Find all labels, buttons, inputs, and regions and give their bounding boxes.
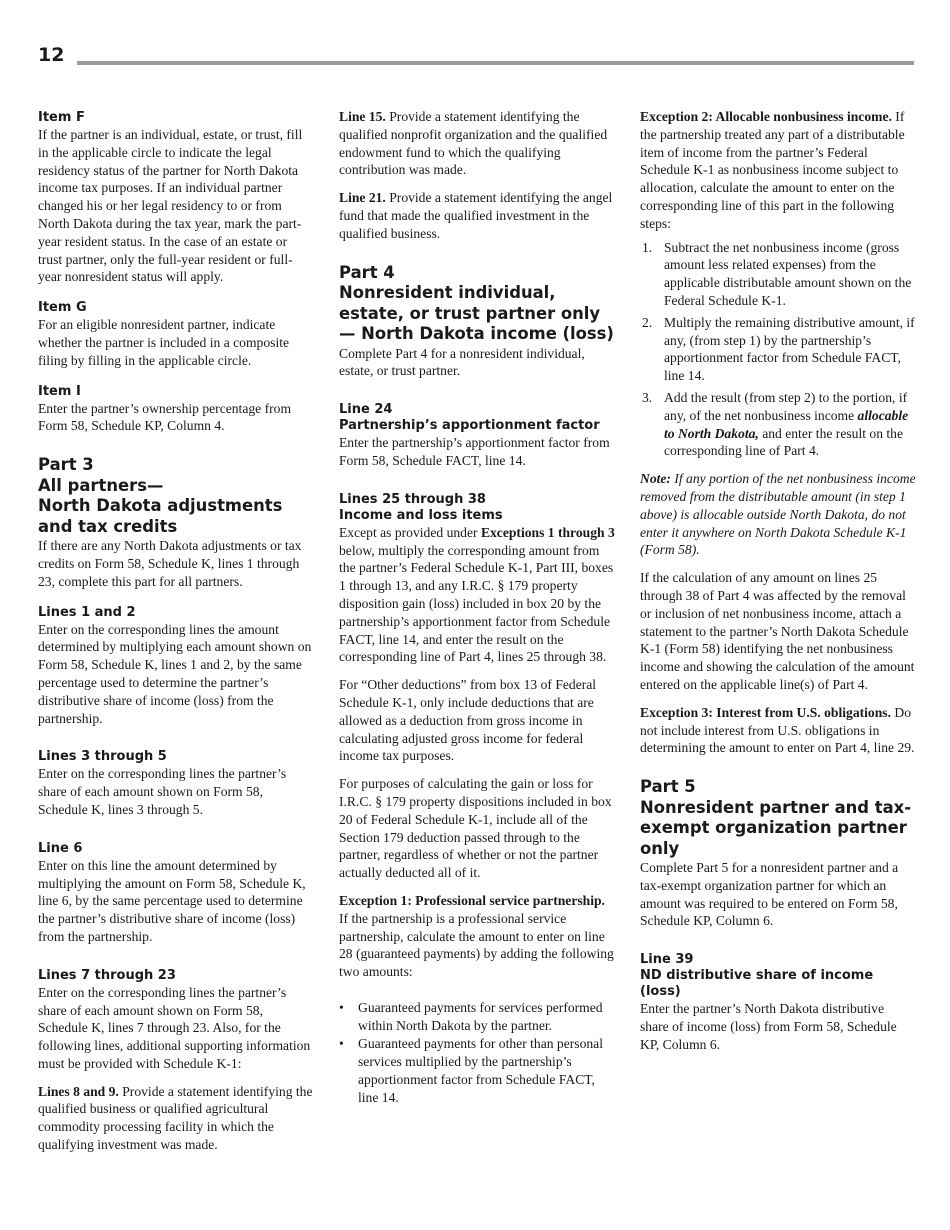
part-5-heading — [640, 777, 916, 859]
step-number: 3. — [642, 389, 653, 405]
lines-25-38-title: Income and loss items — [339, 507, 503, 523]
lines-1-2-text: Enter on the corresponding lines the amount determined by multiplying each amount shown on Form 58, Schedule K, lines 1 and 2, by the same percentage used to determine the partner’s distributive share of income (loss) from the partnership. — [38, 621, 312, 726]
part-5-number: Part 5 — [640, 777, 696, 797]
list-item — [640, 389, 916, 460]
list-item: • Guaranteed payments for other than personal services multiplied by the partnership’s apportionment factor from Schedule FACT, line 14. — [339, 1035, 615, 1106]
note-label: Note: — [640, 471, 671, 487]
step-text-emphasis: allocable to North Dakota, — [664, 407, 909, 441]
exception-2-steps — [640, 239, 916, 461]
lines-3-5-heading: Lines 3 through 5 — [38, 749, 167, 765]
item-i-heading: Item I — [38, 383, 81, 399]
step-text-pre: Add the result (from step 2) to the portion, if any, of the net nonbusiness income — [664, 389, 908, 423]
lines-1-2-heading: Lines 1 and 2 — [38, 604, 136, 620]
lines-8-9-body: Provide a statement identifying the qualified business or qualified agricultural commodity processing facility in which the qualifying investment was made. — [38, 1083, 313, 1153]
exception-3-lead: Exception 3: Interest from U.S. obligations. — [640, 704, 891, 720]
other-deductions-text: For “Other deductions” from box 13 of Federal Schedule K-1, only include deductions that are allowed as a deduction from gross income in calculating adjusted gross income for federal income tax purposes. — [339, 677, 597, 764]
lines-25-38-heading — [339, 492, 615, 524]
part-4-number: Part 4 — [339, 262, 395, 282]
part-5-title: Nonresident partner and tax-exempt organization partner only — [640, 797, 912, 858]
lines-25-38-body-post: below, multiply the corresponding amount from the partner’s Federal Schedule K-1, Part III, boxes 1 through 13, and any I.R.C. § 179 property disposition gain (loss) included in box 20 by the partnership’s apportionment factor from Schedule FACT, line 14, and enter the result on the corresponding line of Part 4, lines 25 through 38. — [339, 542, 614, 665]
step-text: Subtract the net nonbusiness income (gross amount less related expenses) from the applicable distributable amount shown on the Federal Schedule K-1. — [664, 239, 912, 308]
page-number: 12 — [38, 44, 65, 66]
lines-7-23-text: Enter on the corresponding lines the partner’s share of each amount shown on Form 58, Schedule K, lines 7 through 23. Also, for the following lines, additional supporting information must be provided with Schedule K-1: — [38, 984, 311, 1071]
exception-1-lead: Exception 1: Professional service partnership. — [339, 892, 605, 908]
part-4-title: Nonresident individual, estate, or trust partner only— North Dakota income (loss) — [339, 283, 614, 344]
line-15-body: Provide a statement identifying the qualified nonprofit organization and the qualified endowment fund to which the qualifying contribution was made. — [339, 109, 608, 178]
item-f-heading: Item F — [38, 110, 85, 125]
list-item: • Guaranteed payments for services performed within North Dakota by the partner. — [339, 999, 615, 1035]
item-g-heading: Item G — [38, 300, 87, 316]
list-item — [640, 314, 916, 385]
line-24-number: Line 24 — [339, 402, 393, 418]
part-3-title-line1: All partners— — [38, 475, 164, 495]
part-4-text: Complete Part 4 for a nonresident individual, estate, or trust partner. — [339, 345, 585, 379]
line-24-title: Partnership’s apportionment factor — [339, 418, 600, 434]
note-text — [640, 470, 916, 559]
exception-3-body: Do not include interest from U.S. obligations in determining the amount to enter on Part 4, line 29. — [640, 704, 915, 756]
part-3-text: If there are any North Dakota adjustments or tax credits on Form 58, Schedule K, lines 1 through 23, complete this part for all partners. — [38, 538, 302, 589]
part-4-heading — [339, 263, 615, 345]
line-21-text — [339, 189, 615, 242]
line-21-lead: Line 21. — [339, 190, 386, 206]
irc-179-text: For purposes of calculating the gain or loss for I.R.C. § 179 property dispositions included in box 20 of Federal Schedule K-1, include all of the Section 179 deduction passed through to the partner, regardless of whether or not the partner actually deducted all of it. — [339, 776, 612, 881]
note-body: If any portion of the net nonbusiness income removed from the distributable amount (in step 1 above) is allocable outside North Dakota, do not enter it anywhere on North Dakota Schedule K-1 (Form 58). — [640, 471, 916, 558]
part-5-text: Complete Part 5 for a nonresident partner and a tax-exempt organization partner for which an amount was required to be entered on Form 58, Schedule KP, Column 6. — [640, 860, 899, 929]
step-number: 2. — [642, 314, 653, 330]
item-f-text: If the partner is an individual, estate, or trust, fill in the applicable circle to indicate the legal residency status of the partner for North Dakota income tax purposes. If an individual partner changed his or her legal residency to or from North Dakota during the tax year, mark the part-year resident status. In the case of an estate or trust partner, only the full-year resident or full-year nonresident status will apply. — [38, 127, 303, 285]
lines-25-38-text — [339, 524, 615, 666]
line-15-text — [339, 108, 615, 179]
line-39-heading — [640, 952, 916, 1000]
exception-1-list — [339, 999, 615, 1107]
part-3-heading — [38, 455, 314, 537]
line-21-body: Provide a statement identifying the angel fund that made the qualified investment in the qualified business. — [339, 190, 613, 241]
lines-8-9-text — [38, 1083, 314, 1154]
lines-3-5-text: Enter on the corresponding lines the partner’s share of each amount shown on Form 58, Schedule K, lines 3 through 5. — [38, 766, 287, 817]
lines-25-38-number: Lines 25 through 38 — [339, 491, 486, 507]
exception-3-text — [640, 704, 916, 757]
lines-8-9-lead: Lines 8 and 9. — [38, 1083, 119, 1099]
exception-2-text — [640, 108, 916, 233]
step-number: 1. — [642, 239, 653, 255]
part-3-title-line2: North Dakota adjustments and tax credits — [38, 496, 283, 536]
list-item — [640, 239, 916, 310]
header-rule — [77, 61, 914, 65]
exception-2-body: If the partnership treated any part of a distributable item of income from the partner’s Federal Schedule K-1 as nonbusiness income subject to allocation, calculate the amount to enter on the corresponding line of this part in the following steps: — [640, 109, 905, 231]
step-text-post: and enter the result on the corresponding line of Part 4. — [664, 425, 903, 459]
item-i-text: Enter the partner’s ownership percentage from Form 58, Schedule KP, Column 4. — [38, 400, 292, 434]
line-6-text: Enter on this line the amount determined by multiplying the amount on Form 58, Schedule K, line 6, by the same percentage used to determine the partner’s distributive share of income (loss) from the partnership. — [38, 857, 306, 944]
line-15-lead: Line 15. — [339, 109, 386, 124]
step-text: Multiply the remaining distributive amount, if any, (from step 1) by the partnership’s apportionment factor from Schedule FACT, line 14. — [664, 314, 915, 384]
line-39-title: ND distributive share of income (loss) — [640, 968, 874, 1000]
line-24-text: Enter the partnership’s apportionment factor from Form 58, Schedule FACT, line 14. — [339, 435, 610, 468]
part-3-number: Part 3 — [38, 455, 94, 475]
line-39-text: Enter the partner’s North Dakota distributive share of income (loss) from Form 58, Schedule KP, Column 6. — [640, 1001, 897, 1052]
lines-25-38-body-bold: Exceptions 1 through 3 — [480, 524, 615, 540]
item-g-text: For an eligible nonresident partner, indicate whether the partner is included in a composite filing by filling in the applicable circle. — [38, 317, 290, 368]
column-3 — [640, 108, 916, 1064]
column-2 — [339, 108, 615, 1108]
line-24-heading — [339, 402, 615, 434]
lines-25-38-body-pre: Except as provided under — [339, 524, 481, 540]
calc-statement-text: If the calculation of any amount on lines 25 through 38 of Part 4 was affected by the removal or inclusion of net nonbusiness income, attach a statement to the partner’s North Dakota Schedule K-1 (Form 58) identifying the net nonbusiness income and showing the calculation of the amount entered on the applicable line(s) of Part 4. — [640, 570, 915, 692]
exception-1-text — [339, 892, 615, 981]
column-1 — [38, 108, 314, 1164]
line-6-heading: Line 6 — [38, 840, 83, 856]
lines-7-23-heading: Lines 7 through 23 — [38, 967, 176, 983]
line-39-number: Line 39 — [640, 952, 694, 968]
exception-2-lead: Exception 2: Allocable nonbusiness income. — [640, 109, 892, 124]
exception-1-body: If the partnership is a professional service partnership, calculate the amount to enter on line 28 (guaranteed payments) by adding the following two amounts: — [339, 910, 614, 980]
